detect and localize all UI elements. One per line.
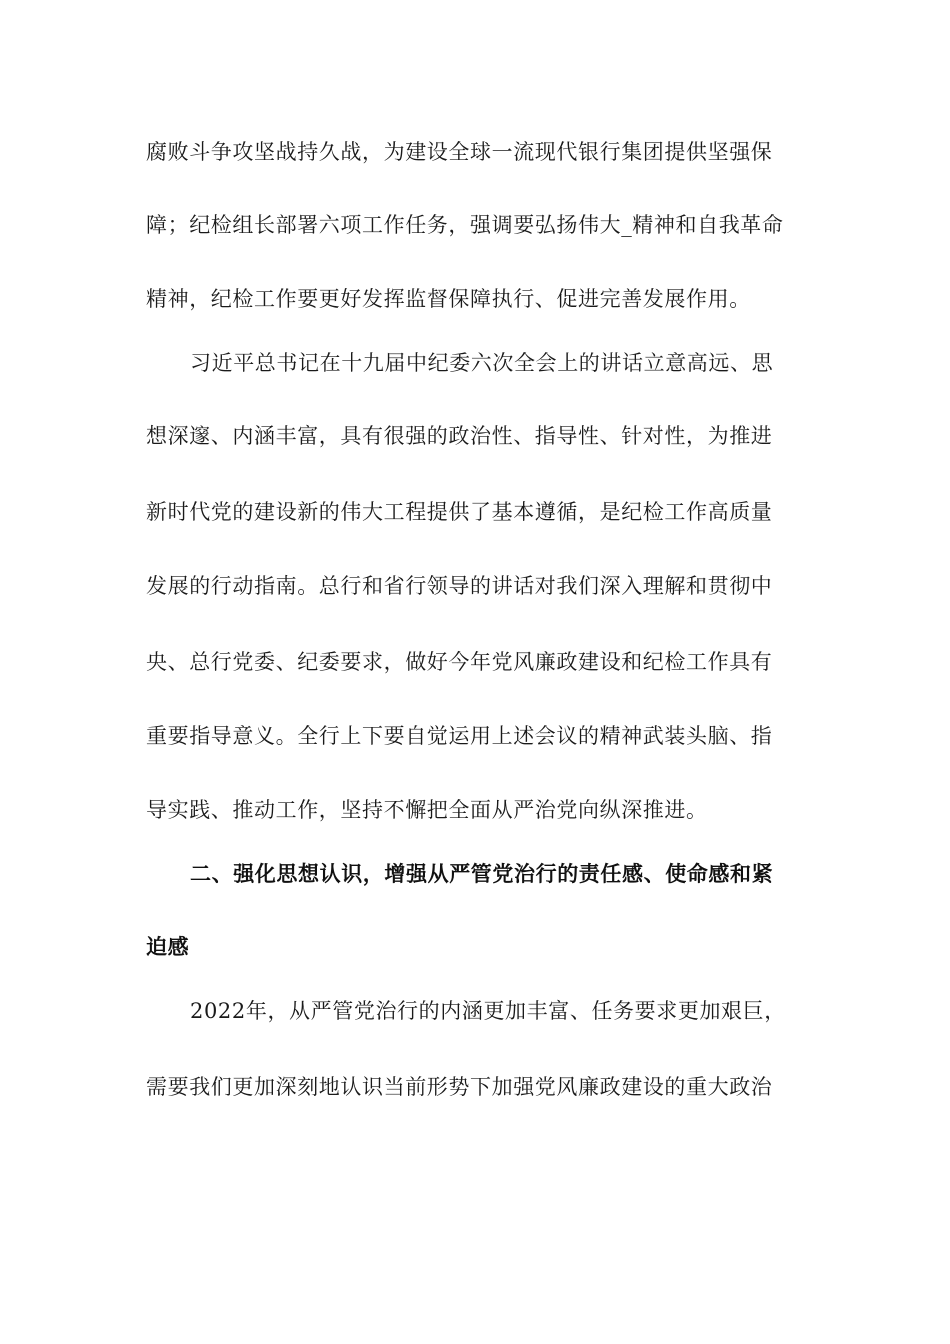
paragraph-3-line-2: 需要我们更加深刻地认识当前形势下加强党风廉政建设的重大政治 bbox=[146, 1075, 773, 1099]
paragraph-3-line-1: 2022年，从严管党治行的内涵更加丰富、任务要求更加艰巨， bbox=[190, 999, 786, 1023]
paragraph-1-line-3: 精神，纪检工作要更好发挥监督保障执行、促进完善发展作用。 bbox=[146, 287, 751, 311]
paragraph-2-line-6: 重要指导意义。全行上下要自觉运用上述会议的精神武装头脑、指 bbox=[146, 724, 773, 748]
paragraph-2-line-5: 央、总行党委、纪委要求，做好今年党风廉政建设和纪检工作具有 bbox=[146, 650, 773, 674]
paragraph-2-line-2: 想深邃、内涵丰富，具有很强的政治性、指导性、针对性，为推进 bbox=[146, 424, 773, 448]
paragraph-2-line-4: 发展的行动指南。总行和省行领导的讲话对我们深入理解和贯彻中 bbox=[146, 574, 773, 598]
paragraph-2-line-3: 新时代党的建设新的伟大工程提供了基本遵循，是纪检工作高质量 bbox=[146, 500, 773, 524]
paragraph-2-line-7: 导实践、推动工作，坚持不懈把全面从严治党向纵深推进。 bbox=[146, 798, 708, 822]
paragraph-1-line-1: 腐败斗争攻坚战持久战，为建设全球一流现代银行集团提供坚强保 bbox=[146, 140, 773, 164]
paragraph-1-line-2: 障；纪检组长部署六项工作任务，强调要弘扬伟大_精神和自我革命 bbox=[146, 213, 784, 237]
section-heading-line-1: 二、强化思想认识，增强从严管党治行的责任感、使命感和紧 bbox=[190, 862, 774, 886]
section-heading-line-2: 迫感 bbox=[146, 935, 190, 959]
paragraph-2-line-1: 习近平总书记在十九届中纪委六次全会上的讲话立意高远、思 bbox=[190, 351, 774, 375]
